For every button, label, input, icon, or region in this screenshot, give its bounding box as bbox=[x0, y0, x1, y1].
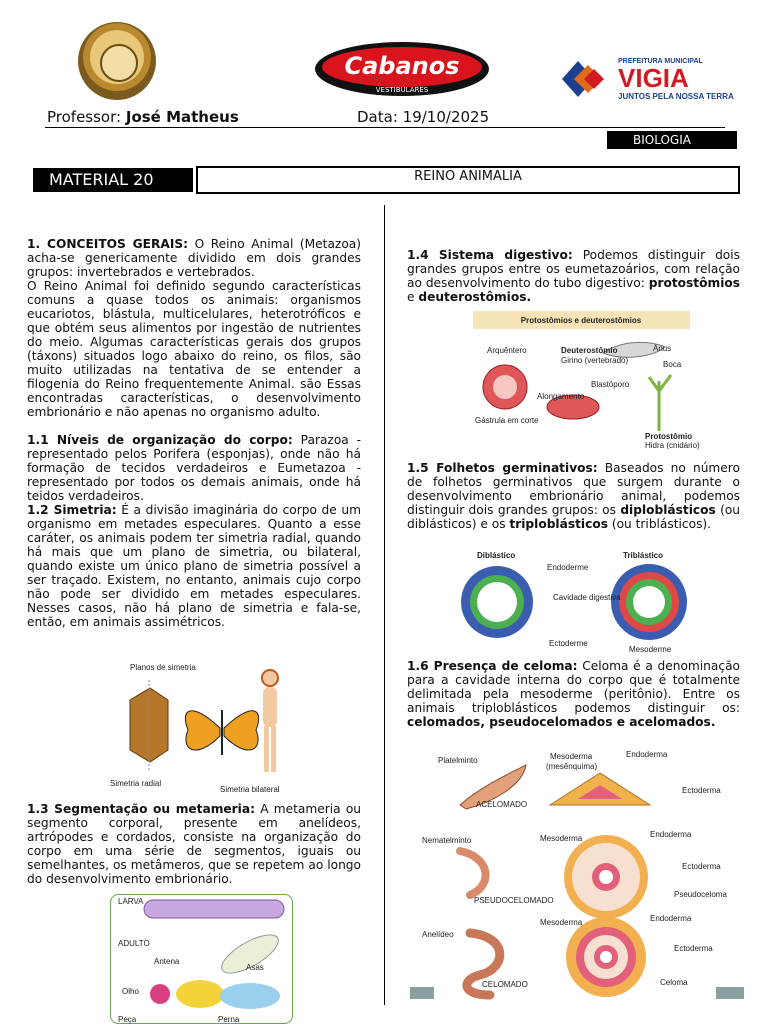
gastrula-label: Gástrula em corte bbox=[475, 416, 539, 425]
mesoderm-label: Mesoderme bbox=[629, 645, 672, 654]
eye-label: Olho bbox=[122, 987, 139, 996]
pseudocoelomate-label: PSEUDOCELOMADO bbox=[474, 896, 554, 905]
endoderm-label: Endoderme bbox=[547, 563, 589, 572]
butterfly-left-wing-icon bbox=[185, 711, 220, 750]
coelomate-label: CELOMADO bbox=[482, 980, 528, 989]
cavity-label: Cavidade digestiva bbox=[553, 593, 621, 602]
s16-title: 1.6 Presença de celoma: bbox=[407, 659, 578, 673]
symmetry-title: Planos de simetria bbox=[130, 663, 196, 672]
mouthpart-label: Peça bbox=[118, 1015, 137, 1024]
mesoderm-label-2: Mesoderma bbox=[540, 834, 583, 843]
human-head-icon bbox=[262, 670, 278, 686]
s16-bold: celomados, pseudocelomados e acelomados. bbox=[407, 715, 716, 729]
insect-thorax-icon bbox=[176, 980, 224, 1008]
s15-bold1: diploblásticos bbox=[620, 503, 716, 517]
s1-p1-text: O Reino Animal (Metazoa) acha-se genericamente dividido em dois grandes grupos: invertebrados e vertebrados. bbox=[27, 237, 362, 279]
school-seal-logo bbox=[78, 22, 156, 100]
s14-bold2: deuterostômios. bbox=[418, 290, 532, 304]
ectoderm-label-3: Ectoderma bbox=[674, 944, 713, 953]
professor-name: José Matheus bbox=[125, 108, 239, 126]
blastopore-label: Blastóporo bbox=[591, 380, 630, 389]
cabanos-sub: VESTIBULARES bbox=[375, 86, 429, 94]
column-divider bbox=[384, 205, 385, 1005]
annelid-label: Anelídeo bbox=[422, 930, 454, 939]
coelom-label: Celoma bbox=[660, 978, 688, 987]
date-value: 19/10/2025 bbox=[402, 108, 490, 126]
s15-para bbox=[407, 461, 740, 531]
protostome-sub: Hidra (cnidário) bbox=[645, 441, 700, 450]
germ-layers-figure bbox=[459, 550, 689, 652]
roundworm-icon bbox=[460, 851, 486, 895]
s15-mid: (ou diblásticos) e os bbox=[407, 503, 741, 531]
radial-label: Simetria radial bbox=[110, 779, 162, 788]
mesoderm-label-1: Mesoderma bbox=[550, 752, 593, 761]
cabanos-text: Cabanos bbox=[344, 52, 460, 80]
nematode-label: Nematelminto bbox=[422, 836, 472, 845]
pseudocoel-label: Pseudoceloma bbox=[674, 890, 727, 899]
mesenchyme-label: (mesênquima) bbox=[546, 762, 598, 771]
s16-text: Celoma é a denominação para a cavidade interna do corpo que é totalmente delimitada pela mesoderme (peritônio). Entre os animais triploblásticos podemos distinguir os: bbox=[407, 659, 740, 715]
ectoderm-label: Ectoderme bbox=[549, 639, 588, 648]
s1-para2: O Reino Animal foi definido segundo características comuns a quase todos os animais: organismos eucariotos, blástula, multicelulares, heterotróficos e que obtém seus alimentos por ingestão de nutrientes do meio. Algumas características gerais dos grupos (táxons) situados logo abaixo do reino, os filos, são muito utilizadas na tentativa de se entender a filogenia do Reino frequentemente Animal. são Essas encontradas características, o desenvolvimento embrionário e não apenas no organismo adulto. bbox=[27, 279, 361, 419]
bilateral-label: Simetria bilateral bbox=[220, 785, 280, 794]
s15-block bbox=[407, 461, 740, 531]
insect-abdomen-icon bbox=[220, 983, 280, 1009]
butterfly-right-wing-icon bbox=[224, 711, 259, 750]
professor-label: Professor: bbox=[47, 108, 122, 126]
header-rule bbox=[45, 127, 725, 128]
s14-para bbox=[407, 248, 740, 304]
digestive-figure bbox=[473, 311, 700, 450]
symmetry-figure bbox=[110, 660, 290, 792]
elongation-label: Alongamento bbox=[537, 392, 585, 401]
s13-block bbox=[27, 802, 361, 886]
s1-para1 bbox=[27, 237, 361, 279]
vigia-top: PREFEITURA MUNICIPAL bbox=[618, 58, 703, 65]
s11-para bbox=[27, 433, 361, 503]
digestive-title: Protostômios e deuterostômios bbox=[520, 316, 642, 325]
vigia-slogan: JUNTOS PELA NOSSA TERRA bbox=[618, 92, 734, 101]
s12-text: É a divisão imaginária do corpo de um organismo em metades especulares. Quanto a esse caráter, os animais podem ter simetria radial, quando há mais que um plano de simetria, ou bilateral, quando existe um único plano de simetria possível a ser traçado. Existem, no entanto, animais cujo corpo não pode ser dividido em metades especulares. Nesses casos, não há plano de simetria e fala-se, então, em animais assimétricos. bbox=[27, 503, 361, 629]
s13-text: A metameria ou segmento corporal, presente em anelídeos, artrópodes e cordados, consiste na organização do corpo em uma série de segmentos, iguais ou semelhantes, os metâmeros, que se repetem ao longo do desenvolvimento embrionário. bbox=[27, 802, 362, 886]
wings-label: Asas bbox=[246, 963, 264, 972]
coelom-figure bbox=[410, 747, 744, 999]
leg-label: Perna bbox=[218, 1015, 240, 1024]
s12-title: 1.2 Simetria: bbox=[27, 503, 117, 517]
deuterostome-sub: Girino (vertebrado) bbox=[561, 356, 629, 365]
larva-body-icon bbox=[144, 900, 284, 918]
endoderm-label-1: Endoderma bbox=[626, 750, 668, 759]
protostome-label: Protostômio bbox=[645, 432, 693, 441]
mouth-label: Boca bbox=[663, 360, 682, 369]
anus-label: Ânus bbox=[653, 344, 672, 353]
acoelomate-label: ACELOMADO bbox=[476, 800, 528, 809]
s14-text: Podemos distinguir dois grandes grupos entre os eumetazoários, com relação ao desenvolvimento do tubo digestivo: bbox=[407, 248, 740, 290]
s13-title: 1.3 Segmentação ou metameria: bbox=[27, 802, 255, 816]
larva-label: LARVA bbox=[118, 897, 144, 906]
s14-title: 1.4 Sistema digestivo: bbox=[407, 248, 573, 262]
s13-para bbox=[27, 802, 361, 886]
cabanos-logo bbox=[313, 40, 491, 98]
s15-text: Baseados no número de folhetos germinativos que surgem durante o desenvolvimento embrionário animal, podemos distinguir dois grandes grupos: os bbox=[407, 461, 740, 517]
archenteron-label: Arquêntero bbox=[487, 346, 527, 355]
date-label: Data: bbox=[357, 108, 398, 126]
deuterostome-label: Deuterostômio bbox=[561, 346, 618, 355]
diploblastic-label: Diblástico bbox=[477, 551, 516, 560]
mesoderm-label-3: Mesoderma bbox=[540, 918, 583, 927]
triploblastic-label: Triblástico bbox=[623, 551, 664, 560]
insect-head-icon bbox=[150, 984, 170, 1004]
vigia-logo bbox=[560, 55, 734, 103]
s14-block bbox=[407, 248, 740, 304]
topic-title: REINO ANIMALIA bbox=[196, 166, 740, 194]
material-label: MATERIAL 20 bbox=[33, 168, 193, 192]
s11-text: Parazoa - representado pelos Porifera (esponjas), onde não há formação de tecidos verdadeiros e Eumetazoa - representado por todos os demais animais, onde há teidos verdadeiros. bbox=[27, 433, 362, 503]
s14-conj: e bbox=[407, 290, 415, 304]
professor-line bbox=[47, 108, 239, 126]
endoderm-label-3: Endoderma bbox=[650, 914, 692, 923]
left-column bbox=[27, 237, 361, 629]
antenna-label: Antena bbox=[154, 957, 180, 966]
s11-title: 1.1 Níveis de organização do corpo: bbox=[27, 433, 293, 447]
human-body-icon bbox=[263, 687, 277, 727]
subject-badge: BIOLOGIA bbox=[607, 131, 737, 149]
ectoderm-label-1: Ectoderma bbox=[682, 786, 721, 795]
platyhelminth-label: Platelminto bbox=[438, 756, 478, 765]
s15-bold2: triploblásticos bbox=[509, 517, 608, 531]
s12-para bbox=[27, 503, 361, 629]
ectoderm-label-2: Ectoderma bbox=[682, 862, 721, 871]
hydra-icon bbox=[649, 375, 671, 431]
endoderm-label-2: Endoderma bbox=[650, 830, 692, 839]
s16-block bbox=[407, 659, 740, 729]
s15-title: 1.5 Folhetos germinativos: bbox=[407, 461, 598, 475]
s14-bold1: protostômios bbox=[648, 276, 741, 290]
adult-label: ADULTO bbox=[118, 939, 150, 948]
s15-end: (ou triblásticos). bbox=[611, 517, 712, 531]
date-line bbox=[357, 108, 489, 126]
insect-figure bbox=[110, 894, 293, 1024]
vigia-name: VIGIA bbox=[618, 63, 689, 93]
s1-title: 1. CONCEITOS GERAIS: bbox=[27, 237, 189, 251]
s16-para bbox=[407, 659, 740, 729]
